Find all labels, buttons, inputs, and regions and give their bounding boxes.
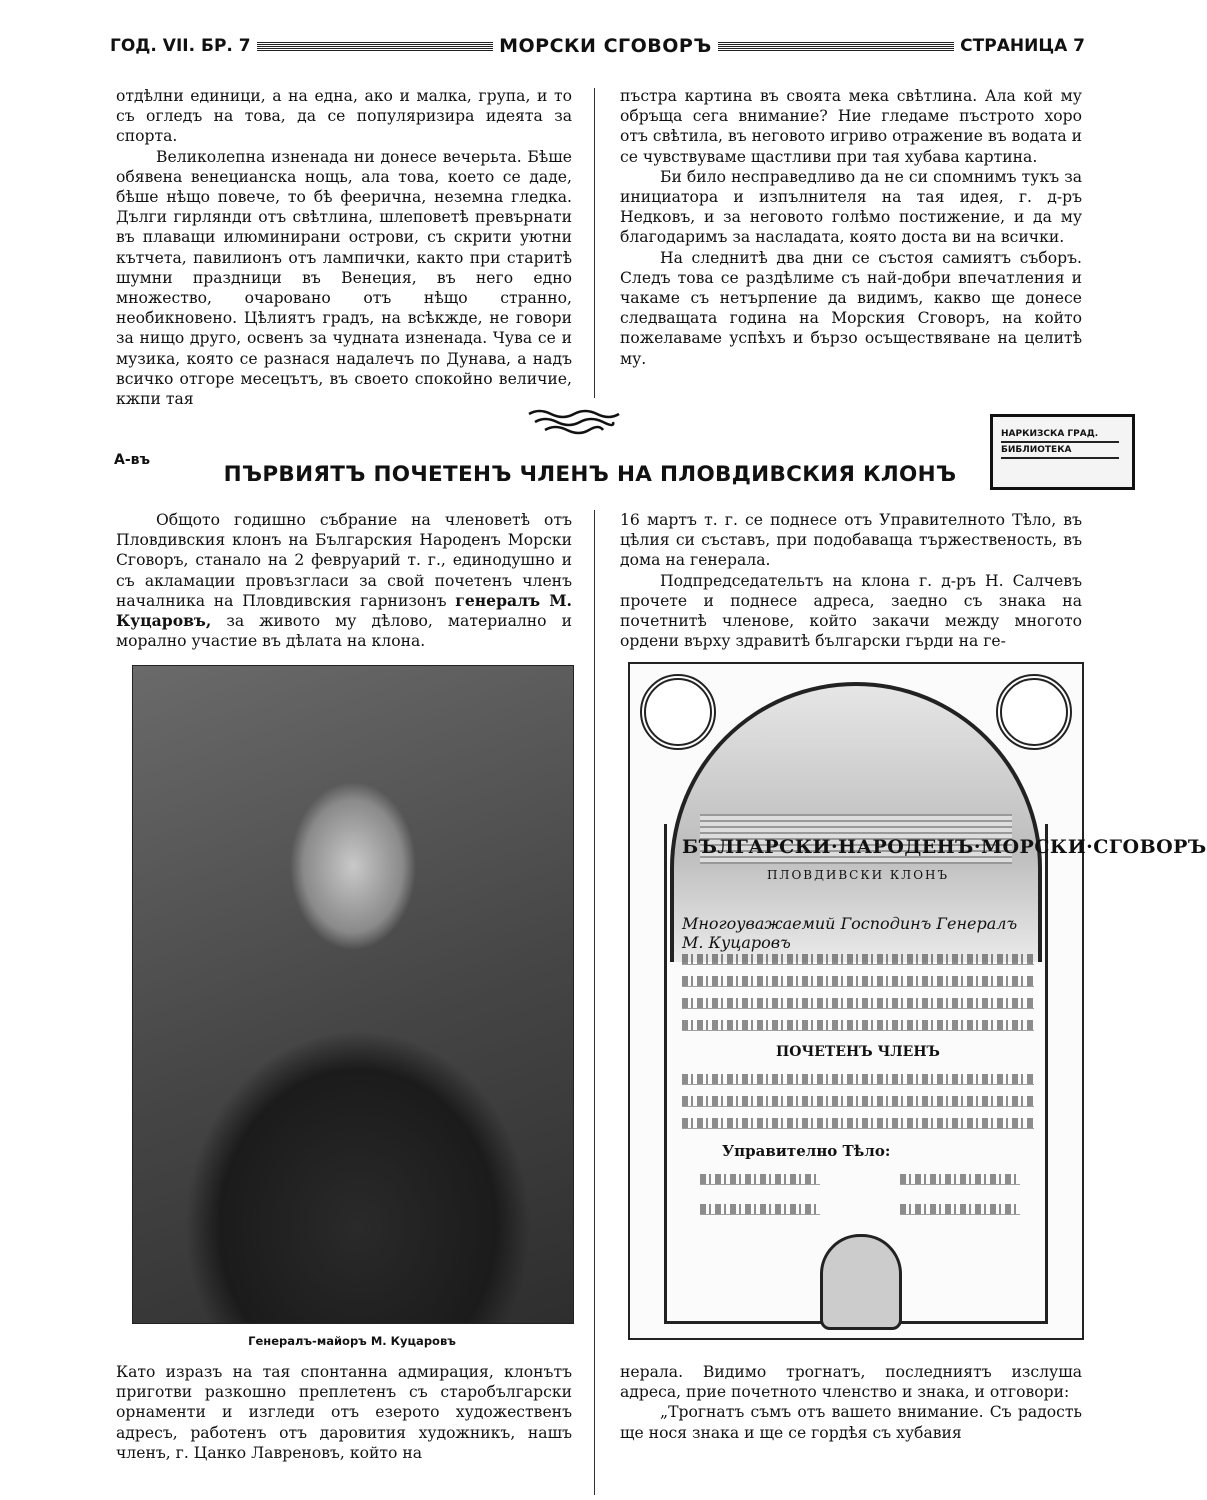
paragraph: Подпредседательтъ на клона г. д-ръ Н. Салчевъ прочете и поднесе адреса, заедно съ знака на почетнитѣ членове, който закачи между многото ордени върху здравитѣ български гърди на ге- xyxy=(620,571,1082,651)
handwriting-line xyxy=(682,1074,1034,1085)
paragraph: пъстра картина въ своята мека свѣтлина. Ала кой му обръща сега внимание? Ние гледаме пъстрото хоро отъ свѣтила, въ неговото игриво отражение въ водата и се чувствуваме щастливи при тая хубава картина. xyxy=(620,87,1082,166)
paragraph: „Трогнатъ съмъ отъ вашето внимание. Съ радость ще нося знака и ще се гордѣя съ хубавия xyxy=(620,1403,1082,1442)
library-stamp xyxy=(990,414,1135,490)
signature-line xyxy=(700,1204,820,1215)
photo-caption: Генералъ-майоръ М. Куцаровъ xyxy=(248,1334,456,1348)
top-left-column xyxy=(116,86,572,409)
running-header xyxy=(110,34,1085,58)
diploma-board: Управително Тѣло: xyxy=(722,1142,891,1160)
paragraph: На следнитѣ два дни се състоя самиятъ съборъ. Следъ това се раздѣлиме съ най-добри впечатления и чакаме съ нетърпение да видимъ, какво ще донесе следващата година на Морския Сговоръ, на който пожелаваме успѣхъ и бързо осъществяване на целитѣ му. xyxy=(620,248,1082,368)
page-number: СТРАНИЦА 7 xyxy=(960,36,1085,56)
handwriting-line xyxy=(682,1020,1034,1031)
handwriting-line xyxy=(682,1118,1034,1129)
article-left-continuation xyxy=(116,1362,572,1463)
paragraph: Би било несправедливо да не си спомнимъ тукъ за инициатора и изпълнителя на тая идея, г. д-ръ Недковъ, и за неговото голѣмо постижение, и да му благодаримъ за наслaдата, която доста ви на всички. xyxy=(620,167,1082,247)
wave-ornament xyxy=(527,408,621,436)
column-divider xyxy=(594,88,595,398)
badge-left xyxy=(640,674,716,750)
header-rule-right xyxy=(718,42,954,51)
article-right-top xyxy=(620,510,1082,651)
paragraph: отдѣлни единици, а на една, ако и малка, група, и то съ огледъ на това, да се популяризира идеята за спорта. xyxy=(116,87,572,146)
article-left-intro xyxy=(116,510,572,651)
paragraph: 16 мартъ т. г. се поднесе отъ Управителното Тѣло, въ цѣлия си съставъ, при подобаваща тържественость, въ дома на генерала. xyxy=(620,511,1082,570)
handwriting-line xyxy=(682,954,1034,965)
paragraph xyxy=(116,510,572,651)
issue-label: ГОД. VII. БР. 7 xyxy=(110,36,251,56)
diploma-subtitle: ПЛОВДИВСКИ КЛОНЪ xyxy=(766,868,950,882)
handwriting-line xyxy=(682,976,1034,987)
paragraph: Като изразъ на тая спонтанна адмирация, клонътъ приготви разкошно преплетенъ съ старобългарски орнаменти и изгледи отъ езерото художественъ адресъ, работенъ отъ даровития художникъ, нашъ членъ, г. Цанко Лавреновъ, който на xyxy=(116,1363,572,1462)
signature-line xyxy=(700,1174,820,1185)
top-right-column xyxy=(620,86,1082,369)
signature-line xyxy=(900,1174,1020,1185)
stamp-line: БИБЛИОТЕКА xyxy=(1001,443,1119,459)
author-signature: А-въ xyxy=(114,452,151,468)
diploma-address: Многоуважаемий Господинъ Генералъ М. Куцаровъ xyxy=(682,914,1018,952)
journal-title: МОРСКИ СГОВОРЪ xyxy=(499,35,712,57)
emblem-icon xyxy=(820,1234,902,1330)
paragraph: нерала. Видимо трогнатъ, последниятъ изслуша адреса, прие почетното членство и знака, и отговори: xyxy=(620,1363,1082,1402)
article-right-continuation xyxy=(620,1362,1082,1443)
honorary-address-image xyxy=(628,662,1207,1340)
diploma-honor: ПОЧЕТЕНЪ ЧЛЕНЪ xyxy=(776,1044,940,1060)
badge-right xyxy=(996,674,1072,750)
handwriting-line xyxy=(682,998,1034,1009)
article-headline: ПЪРВИЯТЪ ПОЧЕТЕНЪ ЧЛЕНЪ НА ПЛОВДИВСКИЯ КЛОНЪ xyxy=(223,462,957,487)
handwriting-line xyxy=(682,1096,1034,1107)
stamp-line: НАРКИЗСКА ГРАД. xyxy=(1001,427,1119,443)
paragraph-text: за живото му дѣлово, материално и моралнo участие въ дѣлата на клона. xyxy=(116,612,572,651)
general-portrait-photo xyxy=(132,665,574,1324)
paragraph: Великолепна изненада ни донесе вечерьта. Бѣше обявена венецианска нощь, ала това, което се даде, бѣше нѣщо повече, то бѣ феерична, неземна гледка. Дълги гирлянди отъ свѣтлина, шлеповетѣ превърнати въ плаващи илюминирани острови, съ скрити уютни кътчета, павилионъ отъ лампички, както при старитѣ шумни праздници въ Венеция, въ него едно множество, очаровано отъ нѣщо странно, необикновено. Цѣлиятъ градъ, на всѣкжде, не говори за нищо друго, освенъ за чудната изненада. Чува се и музика, която се разнася надалечъ по Дунава, а надъ всичко отгоре месецътъ, въ своето спокойно величие, кжпи тая xyxy=(116,147,572,409)
header-rule-left xyxy=(257,42,493,51)
column-divider xyxy=(594,510,595,1495)
general-name: генералъ М. Куцаровъ, xyxy=(116,590,572,631)
diploma-title: БЪЛГАРСКИ·НАРОДЕНЪ·МОРСКИ·СГОВОРЪ xyxy=(682,836,1207,858)
signature-line xyxy=(900,1204,1020,1215)
paragraph-text: Общото годишно събрание на членоветѣ отъ Пловдивския клонъ на Българския Народенъ Морски Сговоръ, станало на 2 февруарий т. г., единодушно и съ акламации провъзгласи за свой почетенъ членъ началника на Пловдивския гарнизонъ xyxy=(116,511,572,610)
